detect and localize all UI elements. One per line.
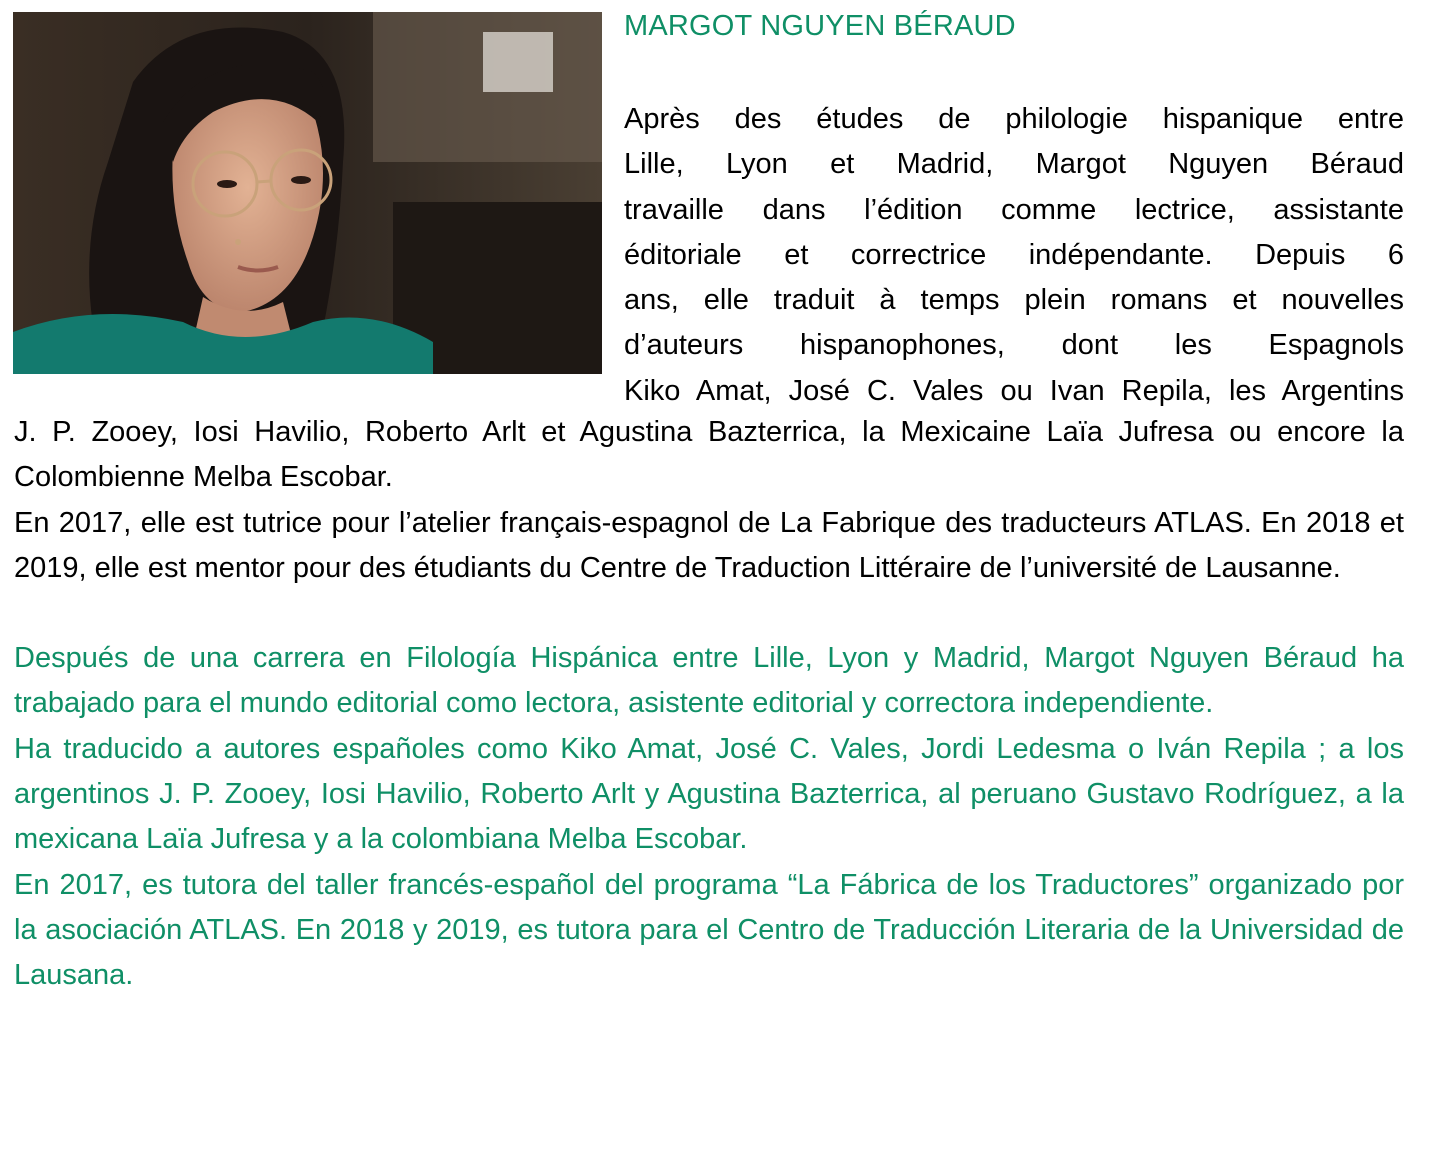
french-paragraph-2: En 2017, elle est tutrice pour l’atelier français-espagnol de La Fabrique des traducteurs ATLAS. En 2018 et 2019, elle est mentor pour des étudiants du Centre de Traduction Littéraire de l’université de Lausanne. <box>14 506 1404 584</box>
french-intro-top <box>624 97 1404 414</box>
french-intro-line: d’auteurs hispanophones, dont les Espagnols <box>624 329 1404 362</box>
french-intro-line: Après des études de philologie hispanique entre <box>624 103 1404 135</box>
paragraph-spacer <box>14 591 1404 636</box>
french-intro-line: éditoriale et correctrice indépendante. Depuis 6 <box>624 238 1404 271</box>
author-portrait-photo <box>13 12 602 374</box>
french-intro-line: ans, elle traduit à temps plein romans et nouvelles <box>624 284 1404 317</box>
french-intro-continuation: J. P. Zooey, Iosi Havilio, Roberto Arlt et Agustina Bazterrica, la Mexicaine Laïa Jufresa ou encore la Colombienne Melba Escobar. <box>14 416 1404 494</box>
spanish-paragraph-3: En 2017, es tutora del taller francés-español del programa “La Fábrica de los Traductores” organizado por la asociación ATLAS. En 2018 y 2019, es tutora para el Centro de Traducción Literaria de la Universidad de Lausana. <box>14 868 1404 992</box>
french-intro-line: Kiko Amat, José C. Vales ou Ivan Repila, les Argentins <box>624 374 1404 407</box>
spanish-paragraph-2: Ha traducido a autores españoles como Kiko Amat, José C. Vales, Jordi Ledesma o Iván Repila ; a los argentinos J. P. Zooey, Iosi Havilio, Roberto Arlt y Agustina Bazterrica, al peruano Gustavo Rodríguez, a la mexicana Laïa Jufresa y a la colombiana Melba Escobar. <box>14 732 1404 856</box>
author-name: MARGOT NGUYEN BÉRAUD <box>624 10 1016 42</box>
french-intro-line: travaille dans l’édition comme lectrice, assistante <box>624 193 1404 226</box>
bio-body <box>14 410 1404 999</box>
french-intro-line: Lille, Lyon et Madrid, Margot Nguyen Béraud <box>624 148 1404 181</box>
spanish-paragraph-1: Después de una carrera en Filología Hispánica entre Lille, Lyon y Madrid, Margot Nguyen Béraud ha trabajado para el mundo editorial como lectora, asistente editorial y correctora independiente. <box>14 642 1404 720</box>
